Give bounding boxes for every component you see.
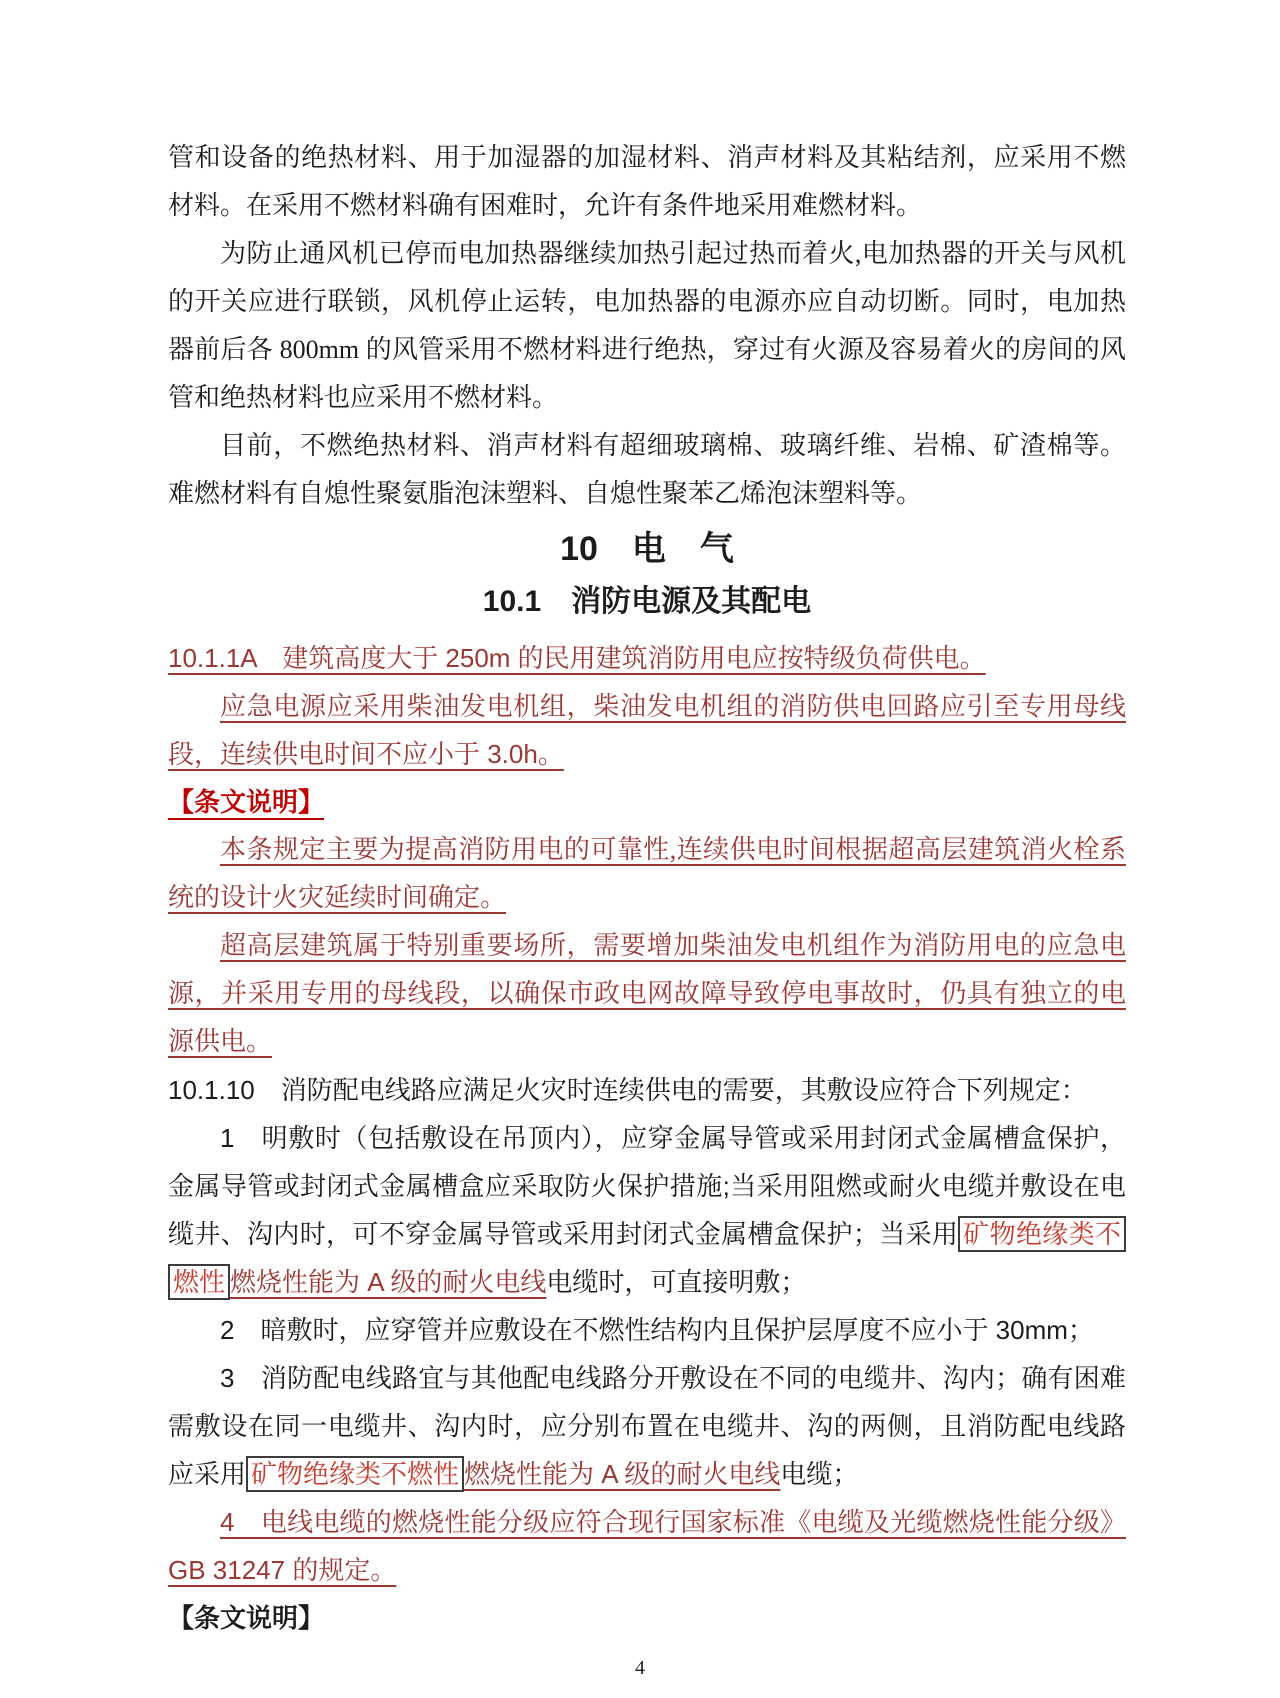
para-noncombustible-examples: 目前，不燃绝热材料、消声材料有超细玻璃棉、玻璃纤维、岩棉、矿渣棉等。难燃材料有自熄性聚氨脂泡沫塑料、自熄性聚苯乙烯泡沫塑料等。 xyxy=(168,431,1126,508)
item3-text-tail: 电缆； xyxy=(780,1459,859,1489)
item3-boxed-revision: 矿物绝缘类不燃性 xyxy=(246,1456,464,1492)
section-heading-fire-power: 10.1 消防电源及其配电 xyxy=(482,585,812,618)
item3-red-insertion: 燃烧性能为 A 级的耐火电线 xyxy=(464,1459,781,1489)
item1-text-lead: 1 明敷时（包括敷设在吊顶内），应穿金属导管或采用封闭式金属槽盒保护，金属导管或封闭式金属槽盒应采取防火保护措施;当采用阻燃或耐火电缆并敷设在电缆井、沟内时，可不穿金属导管或采用封闭式金属槽盒保护；当采用 xyxy=(168,1123,1126,1249)
chapter-heading-electrical: 10 电 气 xyxy=(560,530,734,568)
clause-10-1-1A-main: 10.1.1A 建筑高度大于 250m 的民用建筑消防用电应按特级负荷供电。 xyxy=(168,643,986,673)
commentary-label-red: 【条文说明】 xyxy=(168,787,325,817)
page-number: 4 xyxy=(635,1657,645,1679)
clause-10-1-10-item-3 xyxy=(168,1354,1126,1498)
commentary-label-black: 【条文说明】 xyxy=(168,1603,325,1633)
commentary-para-reliability: 本条规定主要为提高消防用电的可靠性,连续供电时间根据超高层建筑消火栓系统的设计火灾延续时间确定。 xyxy=(168,835,1126,912)
item1-boxed-revision: 矿物绝缘类不燃性 xyxy=(168,1216,1126,1300)
para-heater-fan-interlock: 为防止通风机已停而电加热器继续加热引起过热而着火,电加热器的开关与风机的开关应进行联锁，风机停止运转，电加热器的电源亦应自动切断。同时，电加热器前后各 800mm 的风管采用不燃材料进行绝热，穿过有火源及容易着火的房间的风管和绝热材料也应采用不燃材料。 xyxy=(168,239,1126,412)
clause-10-1-1A-supplement: 应急电源应采用柴油发电机组，柴油发电机组的消防供电回路应引至专用母线段，连续供电时间不应小于 3.0h。 xyxy=(168,691,1126,769)
item1-red-insertion: 燃烧性能为 A 级的耐火电线 xyxy=(230,1267,547,1297)
clause-10-1-10-item-2: 2 暗敷时，应穿管并应敷设在不燃性结构内且保护层厚度不应小于 30mm； xyxy=(220,1315,1094,1345)
item1-text-tail: 电缆时，可直接明敷； xyxy=(546,1267,807,1297)
document-content xyxy=(168,134,1126,1642)
clause-10-1-10-intro: 10.1.10 消防配电线路应满足火灾时连续供电的需要，其敷设应符合下列规定： xyxy=(168,1075,1087,1105)
item3-text-lead: 3 消防配电线路宜与其他配电线路分开敷设在不同的电缆井、沟内；确有困难需敷设在同一电缆井、沟内时，应分别布置在电缆井、沟的两侧，且消防配电线路应采用 xyxy=(168,1363,1126,1489)
clause-10-1-10-item-4: 4 电线电缆的燃烧性能分级应符合现行国家标准《电缆及光缆燃烧性能分级》GB 31247 的规定。 xyxy=(168,1507,1126,1585)
clause-10-1-10-item-1 xyxy=(168,1114,1126,1306)
commentary-para-diesel-generator: 超高层建筑属于特别重要场所，需要增加柴油发电机组作为消防用电的应急电源，并采用专用的母线段，以确保市政电网故障导致停电事故时，仍具有独立的电源供电。 xyxy=(168,931,1126,1056)
para-insulation-materials: 管和设备的绝热材料、用于加湿器的加湿材料、消声材料及其粘结剂，应采用不燃材料。在采用不燃材料确有困难时，允许有条件地采用难燃材料。 xyxy=(168,143,1126,220)
